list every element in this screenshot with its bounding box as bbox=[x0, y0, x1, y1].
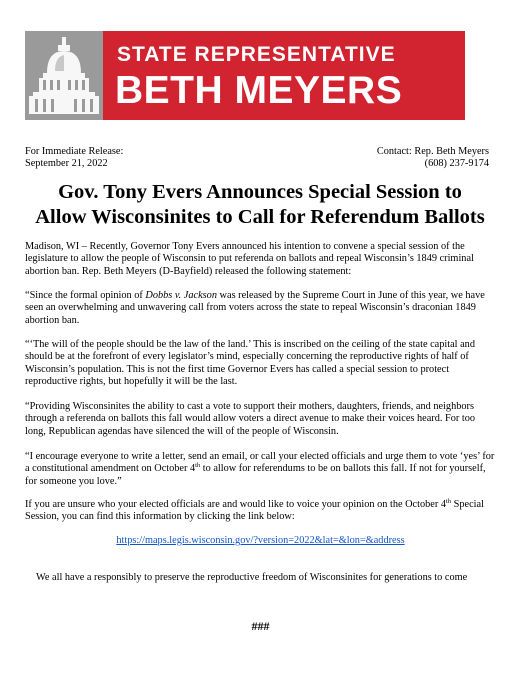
paragraph-will-of-people: “‘The will of the people should be the law of the land.’ This is inscribed on the ceiling of the state capital and should be at the forefront of every legislator’s mind, especially concerning the reproductive rights of half of Wisconsin’s population. This is not the first time Governor Evers has called a special session to protect reproductive rights, but hopefully it will be the last. bbox=[25, 339, 475, 388]
paragraph-encourage bbox=[25, 451, 498, 488]
paragraph-officials bbox=[25, 499, 498, 524]
contact-phone: (608) 237-9174 bbox=[424, 158, 489, 169]
paragraph-encourage-text-2: to allow for referendums to be on ballots this fall. If not for yourself, for someone you love.” bbox=[25, 463, 486, 487]
banner-title-line2: BETH MEYERS bbox=[115, 69, 403, 112]
header-banner bbox=[25, 31, 465, 120]
headline-line1: Gov. Tony Evers Announces Special Session to bbox=[58, 181, 462, 203]
headline-line2: Allow Wisconsinites to Call for Referendum Ballots bbox=[35, 206, 485, 228]
contact-info bbox=[377, 146, 489, 170]
release-label: For Immediate Release: bbox=[25, 146, 124, 157]
paragraph-intro: Madison, WI – Recently, Governor Tony Evers announced his intention to convene a special session of the legislature to allow the people of Wisconsin to put referenda on ballots and repeal Wisconsin’s 1849 criminal abortion ban. Rep. Beth Meyers (D-Bayfield) released the following statement: bbox=[25, 241, 474, 277]
release-info bbox=[25, 146, 123, 170]
release-date: September 21, 2022 bbox=[25, 158, 108, 169]
paragraph-encourage-text-1: “I encourage everyone to write a letter, send an email, or call your elected officials and urge them to vote ‘yes’ for a constitutional amendment on October 4 bbox=[25, 451, 495, 475]
case-name: Dobbs v. Jackson bbox=[145, 290, 217, 301]
superscript-th: th bbox=[195, 462, 201, 470]
headline bbox=[22, 180, 498, 230]
end-mark: ### bbox=[251, 619, 270, 633]
legislature-map-link[interactable]: https://maps.legis.wisconsin.gov/?version=2022&lat=&lon=&address bbox=[116, 535, 405, 546]
paragraph-referenda: “Providing Wisconsinites the ability to cast a vote to support their mothers, daughters, friends, and neighbors through a referenda on ballots this fall would allow voters a direct avenue to make their voices heard. For too long, Republican agendas have silenced the will of the people of Wisconsin. bbox=[25, 401, 476, 437]
capitol-dome-icon bbox=[25, 31, 103, 120]
closing-statement: We all have a responsibly to preserve the reproductive freedom of Wisconsinites for generations to come bbox=[36, 572, 468, 583]
contact-name: Contact: Rep. Beth Meyers bbox=[376, 146, 489, 157]
paragraph-dobbs bbox=[25, 290, 498, 327]
paragraph-dobbs-text-2: was released by the Supreme Court in June of this year, we have seen an overwhelming and unwavering call from voters across the state to repeal Wisconsin’s draconian 1849 abortion ban. bbox=[25, 290, 485, 326]
paragraph-dobbs-text-1: “Since the formal opinion of bbox=[25, 290, 146, 301]
paragraph-officials-text-2: Special Session, you can find this information by clicking the link below: bbox=[25, 499, 484, 523]
banner-title-line1: STATE REPRESENTATIVE bbox=[117, 43, 396, 66]
paragraph-officials-text-1: If you are unsure who your elected officials are and would like to voice your opinion on the October 4 bbox=[25, 499, 446, 510]
name-banner bbox=[103, 31, 465, 120]
capitol-logo bbox=[25, 31, 103, 120]
superscript-th: th bbox=[446, 498, 452, 505]
